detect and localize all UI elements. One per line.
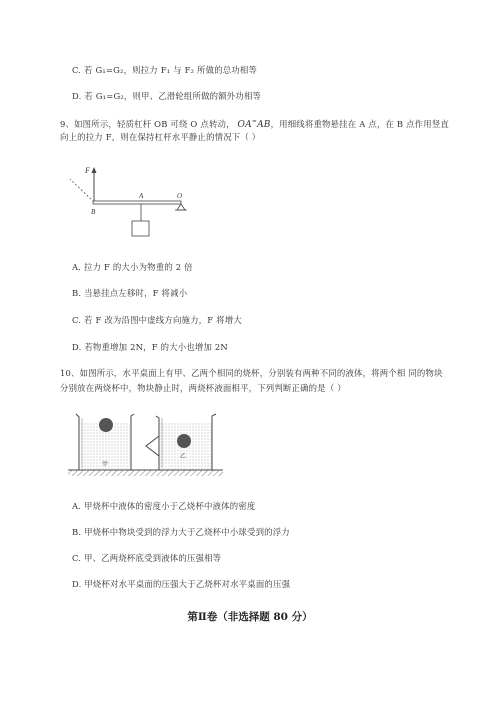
option-10a: A. 甲烧杯中液体的密度小于乙烧杯中液体的密度	[72, 501, 256, 511]
beaker-yi-spout	[146, 436, 159, 456]
option-10d: D. 甲烧杯对水平桌面的压强大于乙烧杯对水平桌面的压强	[72, 579, 291, 589]
beaker-diagram	[66, 408, 226, 480]
question-9-line-2: 向上的拉力 F，则在保持杠杆水平静止的情况下（ ）	[60, 132, 261, 142]
option-8d: D. 若 G₁=G₂，则甲、乙滑轮组所做的额外功相等	[72, 91, 262, 101]
table-surface	[68, 470, 223, 476]
option-9b: B. 当悬挂点左移时，F 将减小	[72, 288, 188, 298]
dashed-force-line	[70, 179, 94, 202]
force-arrowhead	[92, 167, 97, 173]
pivot-support	[177, 204, 185, 210]
option-9d: D. 若物重增加 2N，F 的大小也增加 2N	[72, 342, 228, 352]
option-9a: A. 拉力 F 的大小为物重的 2 倍	[72, 262, 193, 272]
q9-math-oa: OA	[237, 120, 252, 130]
lever-diagram	[66, 163, 196, 243]
label-a: A	[139, 192, 144, 200]
option-10c: C. 甲、乙两烧杯底受到液体的压强相等	[72, 553, 222, 563]
label-jia: 甲	[102, 462, 109, 468]
lever-bar	[93, 201, 181, 204]
q9-text-post: ，用细线将重物悬挂在 A 点，在 B 点作用竖直	[270, 119, 449, 129]
label-yi: 乙	[180, 454, 187, 460]
q9-math-approx: ≈	[251, 118, 258, 125]
section-title: 第Ⅱ卷（非选择题 80 分）	[187, 611, 313, 623]
option-9c: C. 若 F 改为沿图中虚线方向施力，F 将增大	[72, 315, 242, 325]
question-10-line-1: 10、如图所示，水平桌面上有甲、乙两个相同的烧杯，分别装有两种不同的液体，将两个相 同的物块	[60, 368, 443, 378]
option-8c: C. 若 G₁=G₂，则拉力 F₁ 与 F₂ 所做的总功相等	[72, 65, 258, 75]
block-jia	[99, 418, 113, 432]
option-10b: B. 甲烧杯中物块受到的浮力大于乙烧杯中小球受到的浮力	[72, 527, 290, 537]
q9-text-pre: 9、如图所示，轻质杠杆 OB 可绕 O 点转动，	[60, 119, 235, 129]
ball-yi	[177, 434, 191, 448]
label-b: B	[91, 208, 96, 216]
question-10-line-2: 分别放在两烧杯中，物块静止时，两烧杯液面相平，下列判断正确的是（ ）	[60, 383, 346, 393]
label-o: O	[177, 192, 183, 200]
label-f: F	[85, 166, 90, 175]
q9-math-ab: AB	[257, 120, 271, 130]
question-9-line-1	[60, 116, 449, 131]
hanging-weight	[132, 221, 149, 236]
